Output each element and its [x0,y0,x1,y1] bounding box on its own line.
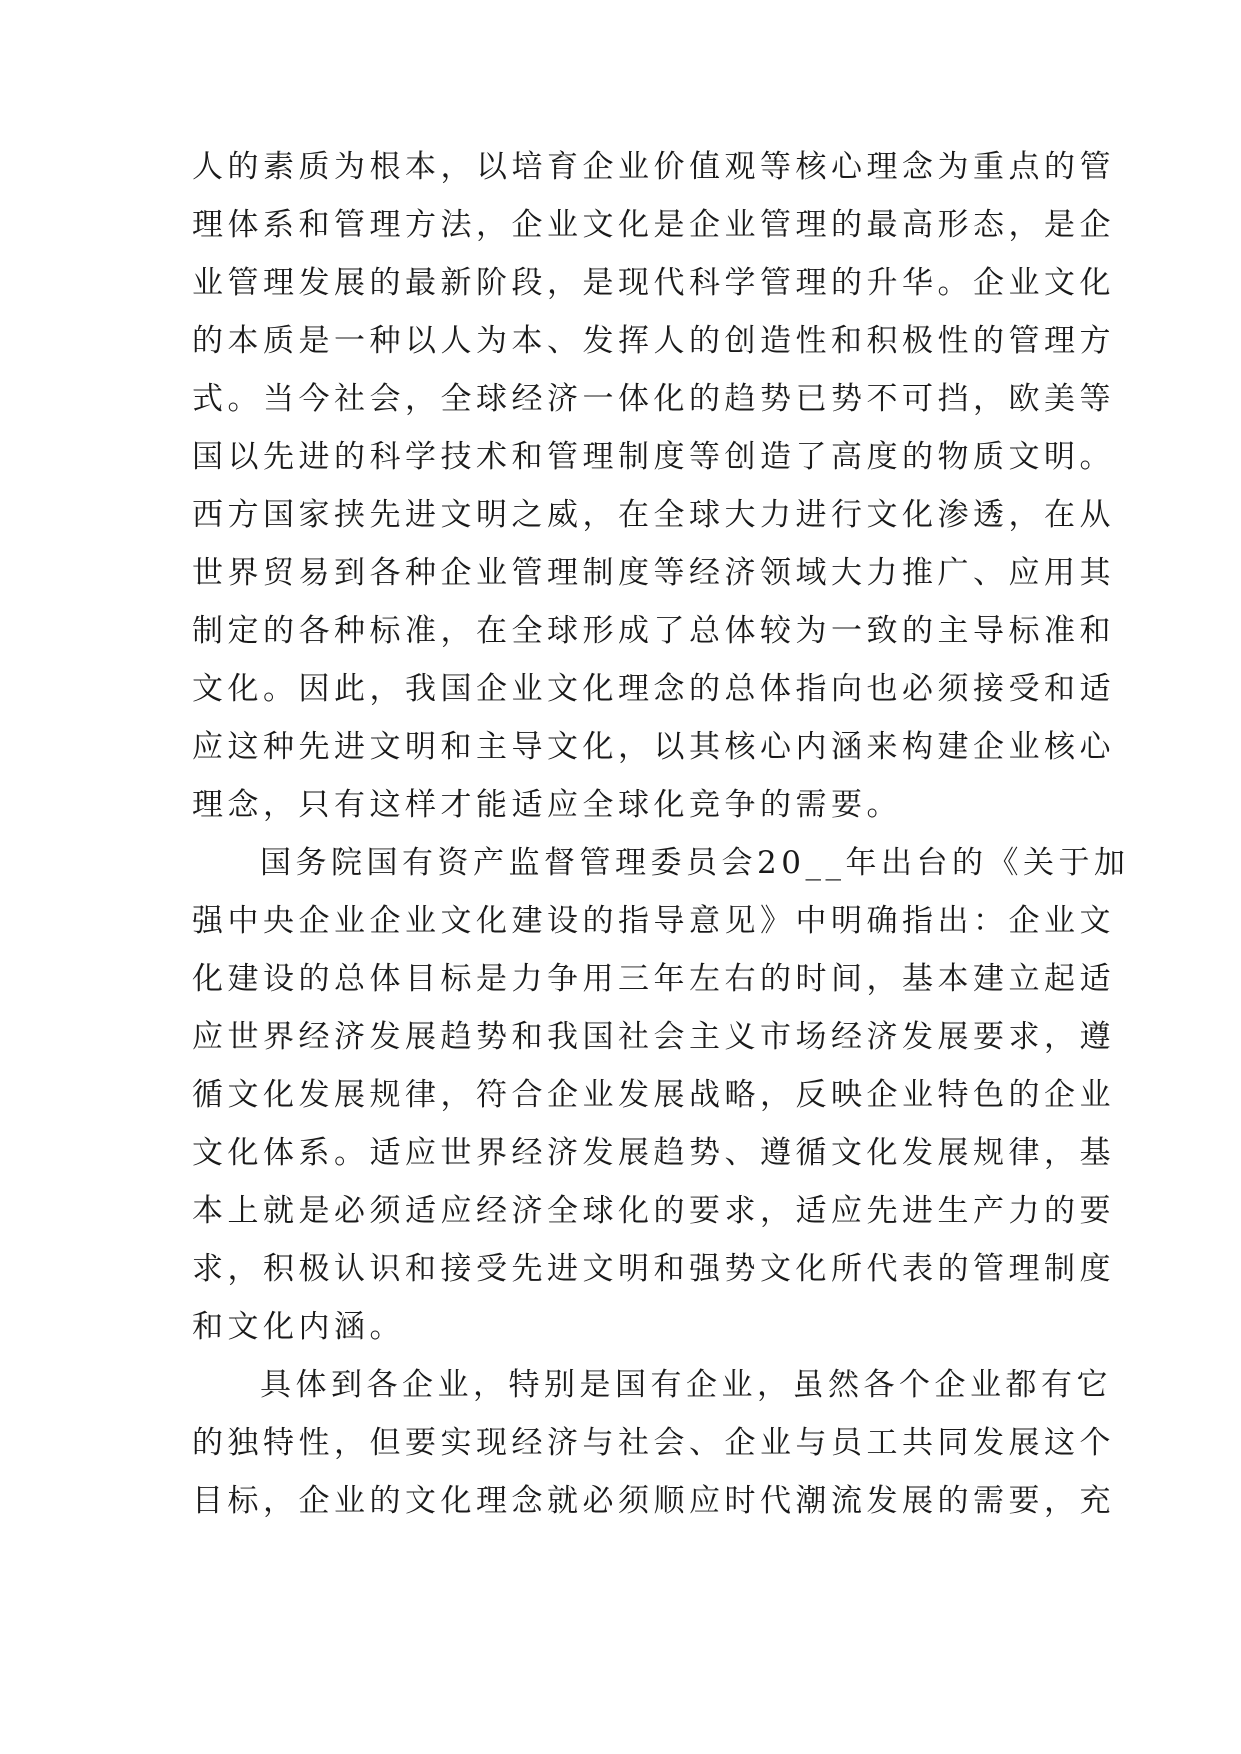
text-line: 西方国家挟先进文明之威，在全球大力进行文化渗透，在从 [192,497,1115,533]
text-line: 文化体系。适应世界经济发展趋势、遵循文化发展规律，基 [192,1135,1115,1171]
text-line: 应世界经济发展趋势和我国社会主义市场经济发展要求，遵 [192,1019,1115,1055]
text-line: 本上就是必须适应经济全球化的要求，适应先进生产力的要 [192,1193,1115,1229]
text-line: 求，积极认识和接受先进文明和强势文化所代表的管理制度 [192,1251,1115,1287]
text-line: 理念，只有这样才能适应全球化竞争的需要。 [192,787,902,823]
text-line: 应这种先进文明和主导文化，以其核心内涵来构建企业核心 [192,729,1115,765]
text-line: 业管理发展的最新阶段，是现代科学管理的升华。企业文化 [192,265,1115,301]
text-line: 强中央企业企业文化建设的指导意见》中明确指出：企业文 [192,903,1115,939]
text-line: 的本质是一种以人为本、发挥人的创造性和积极性的管理方 [192,323,1115,359]
text-line: 理体系和管理方法，企业文化是企业管理的最高形态，是企 [192,207,1115,243]
paragraph-2 [192,834,1130,1356]
text-line: 国以先进的科学技术和管理制度等创造了高度的物质文明。 [192,439,1115,475]
text-line: 制定的各种标准，在全球形成了总体较为一致的主导标准和 [192,613,1115,649]
text-line: 化建设的总体目标是力争用三年左右的时间，基本建立起适 [192,961,1115,997]
text-line: 的独特性，但要实现经济与社会、企业与员工共同发展这个 [192,1425,1115,1461]
text-line: 人的素质为根本，以培育企业价值观等核心理念为重点的管 [192,149,1115,185]
text-line: 式。当今社会，全球经济一体化的趋势已势不可挡，欧美等 [192,381,1115,417]
text-line: 文化。因此，我国企业文化理念的总体指向也必须接受和适 [192,671,1115,707]
text-line: 国务院国有资产监督管理委员会20__年出台的《关于加 [260,845,1130,881]
text-line: 具体到各企业，特别是国有企业，虽然各个企业都有它 [260,1367,1112,1403]
paragraph-1 [192,138,1115,834]
paragraph-3 [192,1356,1115,1530]
text-line: 目标，企业的文化理念就必须顺应时代潮流发展的需要，充 [192,1483,1115,1519]
text-line: 世界贸易到各种企业管理制度等经济领域大力推广、应用其 [192,555,1115,591]
text-line: 和文化内涵。 [192,1309,405,1345]
text-line: 循文化发展规律，符合企业发展战略，反映企业特色的企业 [192,1077,1115,1113]
